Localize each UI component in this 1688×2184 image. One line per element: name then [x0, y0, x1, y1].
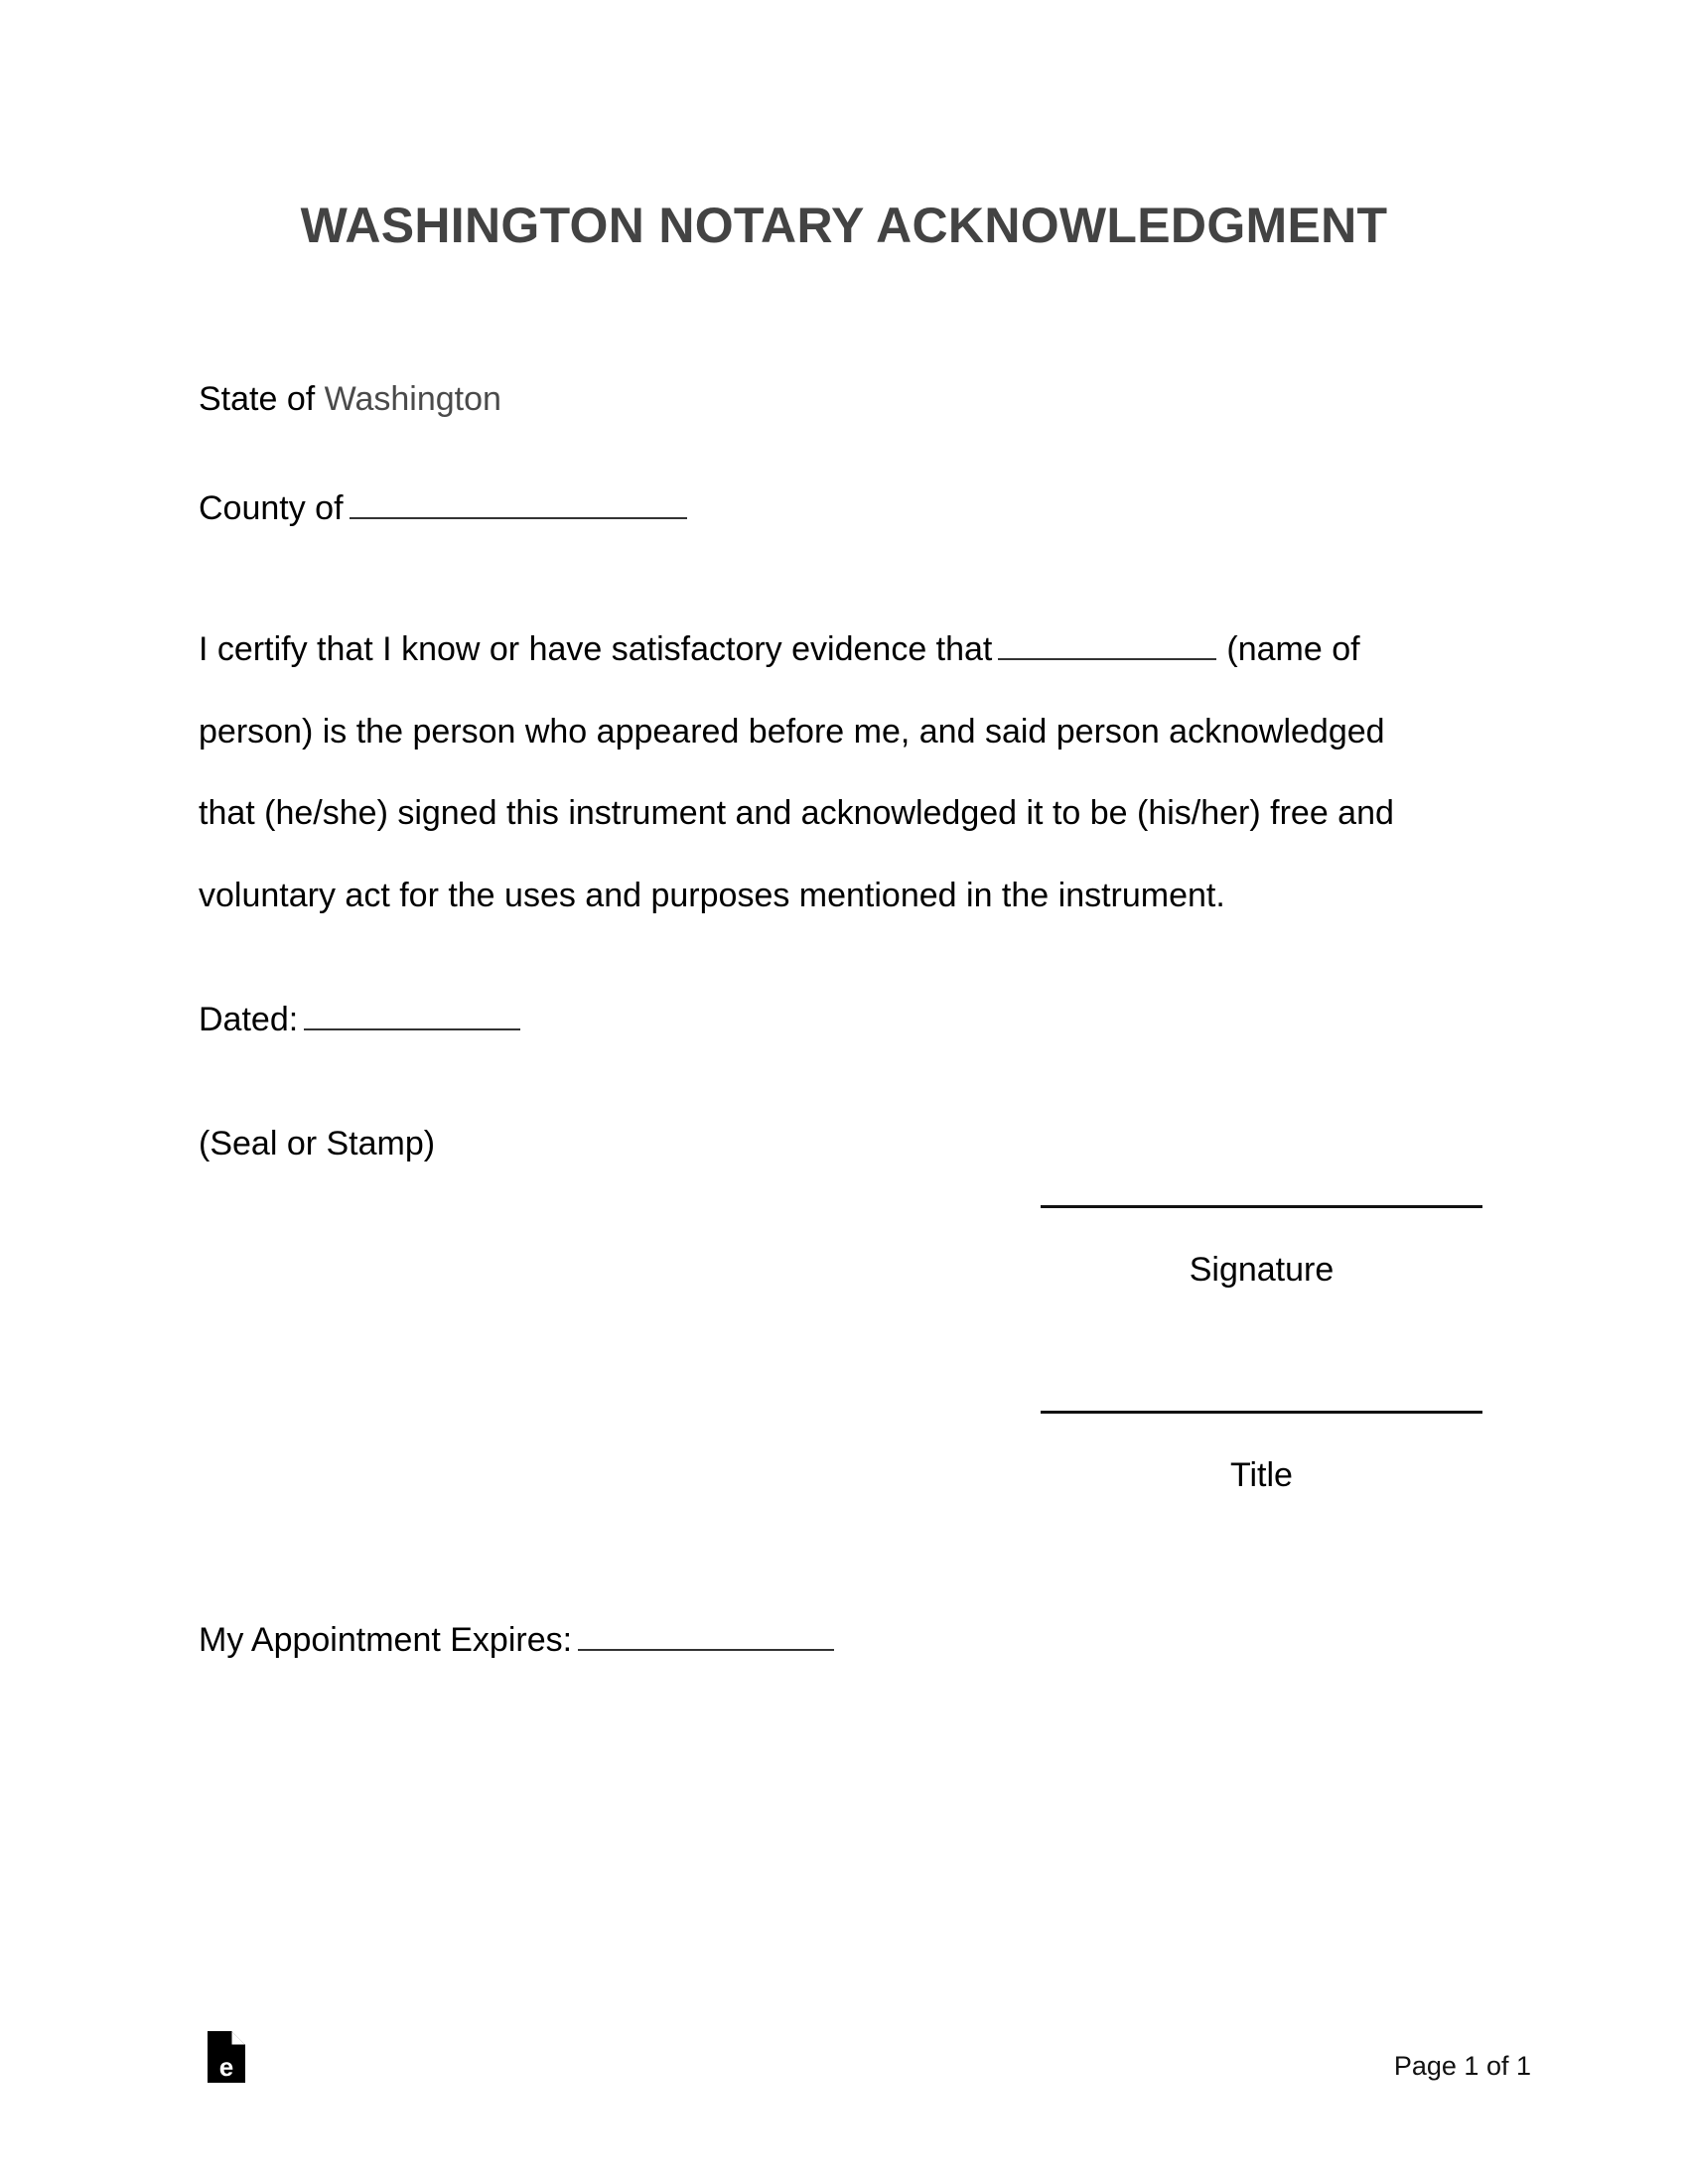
title-label: Title — [1230, 1456, 1293, 1494]
appointment-blank[interactable] — [578, 1648, 834, 1651]
title-line[interactable] — [1041, 1411, 1482, 1414]
state-line — [199, 379, 501, 419]
certify-line-1 — [199, 629, 1360, 669]
signature-label: Signature — [1189, 1251, 1335, 1289]
signature-line[interactable] — [1041, 1205, 1482, 1208]
appointment-line — [199, 1620, 834, 1660]
county-label: County of — [199, 489, 344, 527]
document-title: WASHINGTON NOTARY ACKNOWLEDGMENT — [300, 198, 1388, 253]
document-logo-icon — [208, 2031, 245, 2083]
state-value: Washington — [324, 380, 501, 418]
certify-text-1b: (name of — [1226, 630, 1360, 668]
certify-line-4: voluntary act for the uses and purposes mentioned in the instrument. — [199, 877, 1225, 914]
person-name-blank[interactable] — [998, 657, 1216, 660]
logo-letter: e — [218, 2052, 234, 2082]
seal-label: (Seal or Stamp) — [199, 1125, 436, 1162]
certify-line-2: person) is the person who appeared before me, and said person acknowledged — [199, 713, 1385, 751]
dated-label: Dated: — [199, 1001, 299, 1038]
state-label: State of — [199, 380, 316, 418]
certify-line-3: that (he/she) signed this instrument and acknowledged it to be (his/her) free and — [199, 794, 1394, 832]
certify-text-1: I certify that I know or have satisfactory evidence that — [199, 630, 993, 668]
appointment-label: My Appointment Expires: — [199, 1621, 573, 1659]
county-blank[interactable] — [350, 516, 687, 519]
page-number: Page 1 of 1 — [1393, 2051, 1531, 2081]
dated-blank[interactable] — [304, 1027, 520, 1030]
dated-line — [199, 1000, 520, 1039]
county-line — [199, 488, 687, 528]
